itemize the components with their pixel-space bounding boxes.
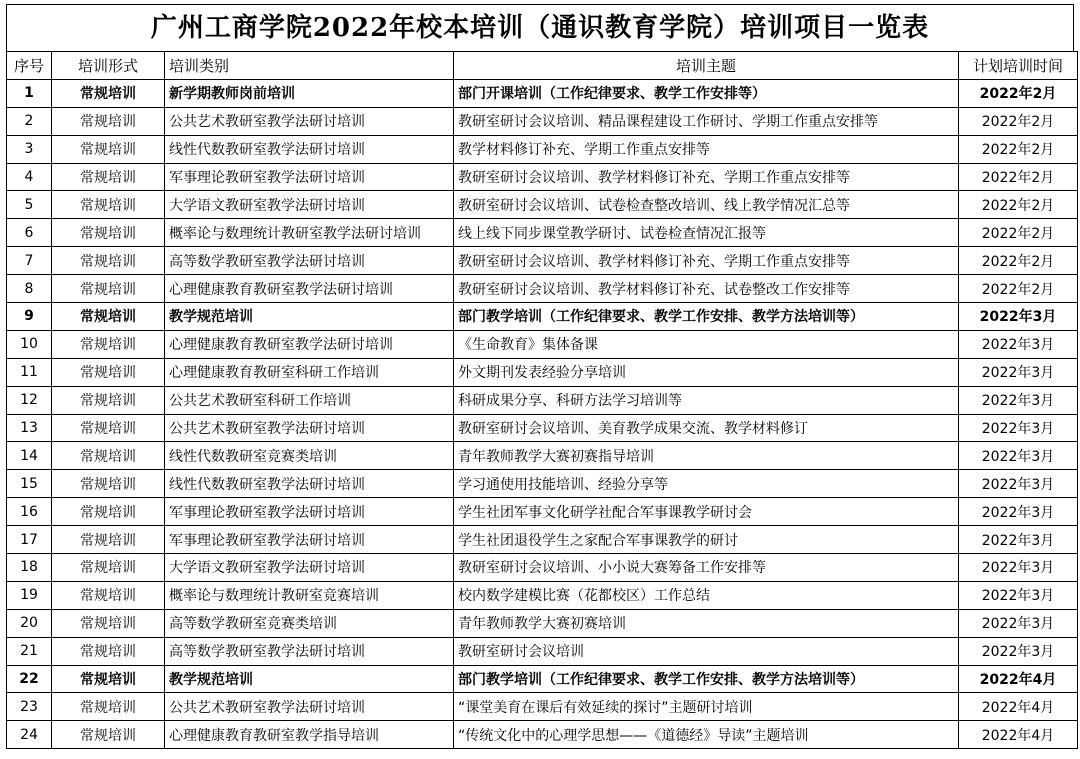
row-time: 2022年3月 bbox=[959, 526, 1078, 554]
row-form: 常规培训 bbox=[52, 275, 165, 303]
row-topic: 教研室研讨会议培训、教学材料修订补充、学期工作重点安排等 bbox=[454, 163, 959, 191]
row-number: 11 bbox=[7, 358, 52, 386]
row-time: 2022年3月 bbox=[959, 554, 1078, 582]
row-form: 常规培训 bbox=[52, 470, 165, 498]
header-time: 计划培训时间 bbox=[959, 52, 1078, 80]
table-row bbox=[7, 135, 1078, 163]
table-row bbox=[7, 247, 1078, 275]
row-form: 常规培训 bbox=[52, 442, 165, 470]
row-form: 常规培训 bbox=[52, 219, 165, 247]
row-category: 军事理论教研室教学法研讨培训 bbox=[165, 163, 454, 191]
row-time: 2022年2月 bbox=[959, 79, 1078, 107]
row-number: 5 bbox=[7, 191, 52, 219]
row-time: 2022年3月 bbox=[959, 498, 1078, 526]
table-row bbox=[7, 191, 1078, 219]
row-number: 24 bbox=[7, 721, 52, 749]
row-category: 高等数学教研室教学法研讨培训 bbox=[165, 247, 454, 275]
row-topic: 部门开课培训（工作纪律要求、教学工作安排等） bbox=[454, 79, 959, 107]
row-time: 2022年3月 bbox=[959, 358, 1078, 386]
row-form: 常规培训 bbox=[52, 721, 165, 749]
row-number: 22 bbox=[7, 665, 52, 693]
row-category: 线性代数教研室竞赛类培训 bbox=[165, 442, 454, 470]
row-category: 军事理论教研室教学法研讨培训 bbox=[165, 498, 454, 526]
row-topic: 教研室研讨会议培训 bbox=[454, 637, 959, 665]
row-time: 2022年2月 bbox=[959, 163, 1078, 191]
header-category: 培训类别 bbox=[165, 52, 454, 80]
table-row bbox=[7, 386, 1078, 414]
row-form: 常规培训 bbox=[52, 135, 165, 163]
row-form: 常规培训 bbox=[52, 526, 165, 554]
row-number: 3 bbox=[7, 135, 52, 163]
row-category: 公共艺术教研室教学法研讨培训 bbox=[165, 107, 454, 135]
row-number: 1 bbox=[7, 79, 52, 107]
row-topic: 青年教师教学大赛初赛培训 bbox=[454, 609, 959, 637]
row-form: 常规培训 bbox=[52, 247, 165, 275]
row-form: 常规培训 bbox=[52, 358, 165, 386]
row-number: 15 bbox=[7, 470, 52, 498]
row-number: 20 bbox=[7, 609, 52, 637]
row-time: 2022年3月 bbox=[959, 414, 1078, 442]
row-time: 2022年2月 bbox=[959, 135, 1078, 163]
row-time: 2022年4月 bbox=[959, 721, 1078, 749]
row-form: 常规培训 bbox=[52, 554, 165, 582]
row-form: 常规培训 bbox=[52, 609, 165, 637]
row-time: 2022年3月 bbox=[959, 442, 1078, 470]
table-row bbox=[7, 526, 1078, 554]
row-number: 14 bbox=[7, 442, 52, 470]
row-topic: 教研室研讨会议培训、小小说大赛筹备工作安排等 bbox=[454, 554, 959, 582]
table-row bbox=[7, 358, 1078, 386]
row-number: 10 bbox=[7, 330, 52, 358]
table-row bbox=[7, 330, 1078, 358]
table-row bbox=[7, 414, 1078, 442]
header-form: 培训形式 bbox=[52, 52, 165, 80]
row-time: 2022年4月 bbox=[959, 693, 1078, 721]
row-time: 2022年4月 bbox=[959, 665, 1078, 693]
row-number: 23 bbox=[7, 693, 52, 721]
table-row bbox=[7, 163, 1078, 191]
row-time: 2022年3月 bbox=[959, 386, 1078, 414]
training-table bbox=[6, 51, 1078, 749]
training-sheet bbox=[6, 4, 1074, 749]
row-topic: 部门教学培训（工作纪律要求、教学工作安排、教学方法培训等） bbox=[454, 303, 959, 331]
row-topic: 科研成果分享、科研方法学习培训等 bbox=[454, 386, 959, 414]
row-topic: 《生命教育》集体备课 bbox=[454, 330, 959, 358]
row-category: 线性代数教研室教学法研讨培训 bbox=[165, 470, 454, 498]
row-form: 常规培训 bbox=[52, 693, 165, 721]
row-number: 13 bbox=[7, 414, 52, 442]
row-time: 2022年2月 bbox=[959, 107, 1078, 135]
table-row bbox=[7, 554, 1078, 582]
row-number: 4 bbox=[7, 163, 52, 191]
table-row bbox=[7, 609, 1078, 637]
row-topic: 学习通使用技能培训、经验分享等 bbox=[454, 470, 959, 498]
header-topic: 培训主题 bbox=[454, 52, 959, 80]
row-form: 常规培训 bbox=[52, 163, 165, 191]
row-category: 高等数学教研室教学法研讨培训 bbox=[165, 637, 454, 665]
row-time: 2022年3月 bbox=[959, 609, 1078, 637]
row-number: 12 bbox=[7, 386, 52, 414]
row-form: 常规培训 bbox=[52, 581, 165, 609]
row-form: 常规培训 bbox=[52, 191, 165, 219]
table-row bbox=[7, 470, 1078, 498]
table-row bbox=[7, 721, 1078, 749]
row-form: 常规培训 bbox=[52, 665, 165, 693]
row-form: 常规培训 bbox=[52, 79, 165, 107]
row-topic: “课堂美育在课后有效延续的探讨”主题研讨培训 bbox=[454, 693, 959, 721]
row-category: 心理健康教育教研室教学法研讨培训 bbox=[165, 275, 454, 303]
row-number: 19 bbox=[7, 581, 52, 609]
row-topic: 学生社团退役学生之家配合军事课教学的研讨 bbox=[454, 526, 959, 554]
row-category: 高等数学教研室竞赛类培训 bbox=[165, 609, 454, 637]
row-category: 新学期教师岗前培训 bbox=[165, 79, 454, 107]
row-form: 常规培训 bbox=[52, 303, 165, 331]
table-row bbox=[7, 637, 1078, 665]
row-time: 2022年3月 bbox=[959, 637, 1078, 665]
row-time: 2022年2月 bbox=[959, 247, 1078, 275]
sheet-title: 广州工商学院2022年校本培训（通识教育学院）培训项目一览表 bbox=[6, 4, 1074, 51]
table-row bbox=[7, 581, 1078, 609]
row-topic: 教研室研讨会议培训、精品课程建设工作研讨、学期工作重点安排等 bbox=[454, 107, 959, 135]
row-topic: 线上线下同步课堂教学研讨、试卷检查情况汇报等 bbox=[454, 219, 959, 247]
row-category: 心理健康教育教研室教学法研讨培训 bbox=[165, 330, 454, 358]
table-row bbox=[7, 275, 1078, 303]
row-category: 大学语文教研室教学法研讨培训 bbox=[165, 554, 454, 582]
row-category: 教学规范培训 bbox=[165, 665, 454, 693]
row-time: 2022年2月 bbox=[959, 191, 1078, 219]
row-form: 常规培训 bbox=[52, 414, 165, 442]
table-row bbox=[7, 107, 1078, 135]
table-row bbox=[7, 442, 1078, 470]
table-row bbox=[7, 693, 1078, 721]
row-topic: 青年教师教学大赛初赛指导培训 bbox=[454, 442, 959, 470]
row-number: 2 bbox=[7, 107, 52, 135]
row-topic: 教研室研讨会议培训、教学材料修订补充、学期工作重点安排等 bbox=[454, 247, 959, 275]
row-topic: 教研室研讨会议培训、教学材料修订补充、试卷整改工作安排等 bbox=[454, 275, 959, 303]
table-row bbox=[7, 79, 1078, 107]
row-number: 9 bbox=[7, 303, 52, 331]
header-row bbox=[7, 52, 1078, 80]
row-topic: 教研室研讨会议培训、试卷检查整改培训、线上教学情况汇总等 bbox=[454, 191, 959, 219]
row-category: 心理健康教育教研室科研工作培训 bbox=[165, 358, 454, 386]
row-time: 2022年2月 bbox=[959, 275, 1078, 303]
row-form: 常规培训 bbox=[52, 107, 165, 135]
row-time: 2022年3月 bbox=[959, 470, 1078, 498]
row-number: 21 bbox=[7, 637, 52, 665]
row-topic: 教学材料修订补充、学期工作重点安排等 bbox=[454, 135, 959, 163]
row-topic: 校内数学建模比赛（花都校区）工作总结 bbox=[454, 581, 959, 609]
row-topic: 外文期刊发表经验分享培训 bbox=[454, 358, 959, 386]
row-form: 常规培训 bbox=[52, 637, 165, 665]
row-category: 大学语文教研室教学法研讨培训 bbox=[165, 191, 454, 219]
row-topic: 教研室研讨会议培训、美育教学成果交流、教学材料修订 bbox=[454, 414, 959, 442]
row-category: 公共艺术教研室教学法研讨培训 bbox=[165, 414, 454, 442]
row-category: 教学规范培训 bbox=[165, 303, 454, 331]
row-topic: 部门教学培训（工作纪律要求、教学工作安排、教学方法培训等） bbox=[454, 665, 959, 693]
row-time: 2022年3月 bbox=[959, 303, 1078, 331]
row-category: 公共艺术教研室科研工作培训 bbox=[165, 386, 454, 414]
row-form: 常规培训 bbox=[52, 386, 165, 414]
row-category: 概率论与数理统计教研室竞赛培训 bbox=[165, 581, 454, 609]
row-category: 公共艺术教研室教学法研讨培训 bbox=[165, 693, 454, 721]
row-category: 心理健康教育教研室教学指导培训 bbox=[165, 721, 454, 749]
row-number: 16 bbox=[7, 498, 52, 526]
row-topic: “传统文化中的心理学思想——《道德经》导读”主题培训 bbox=[454, 721, 959, 749]
row-number: 6 bbox=[7, 219, 52, 247]
row-time: 2022年3月 bbox=[959, 581, 1078, 609]
row-category: 军事理论教研室教学法研讨培训 bbox=[165, 526, 454, 554]
table-row bbox=[7, 219, 1078, 247]
table-row bbox=[7, 665, 1078, 693]
table-row bbox=[7, 303, 1078, 331]
row-time: 2022年2月 bbox=[959, 219, 1078, 247]
table-row bbox=[7, 498, 1078, 526]
row-number: 17 bbox=[7, 526, 52, 554]
row-category: 概率论与数理统计教研室教学法研讨培训 bbox=[165, 219, 454, 247]
row-number: 18 bbox=[7, 554, 52, 582]
row-category: 线性代数教研室教学法研讨培训 bbox=[165, 135, 454, 163]
row-time: 2022年3月 bbox=[959, 330, 1078, 358]
row-form: 常规培训 bbox=[52, 498, 165, 526]
row-number: 8 bbox=[7, 275, 52, 303]
row-topic: 学生社团军事文化研学社配合军事课教学研讨会 bbox=[454, 498, 959, 526]
header-no: 序号 bbox=[7, 52, 52, 80]
row-number: 7 bbox=[7, 247, 52, 275]
row-form: 常规培训 bbox=[52, 330, 165, 358]
